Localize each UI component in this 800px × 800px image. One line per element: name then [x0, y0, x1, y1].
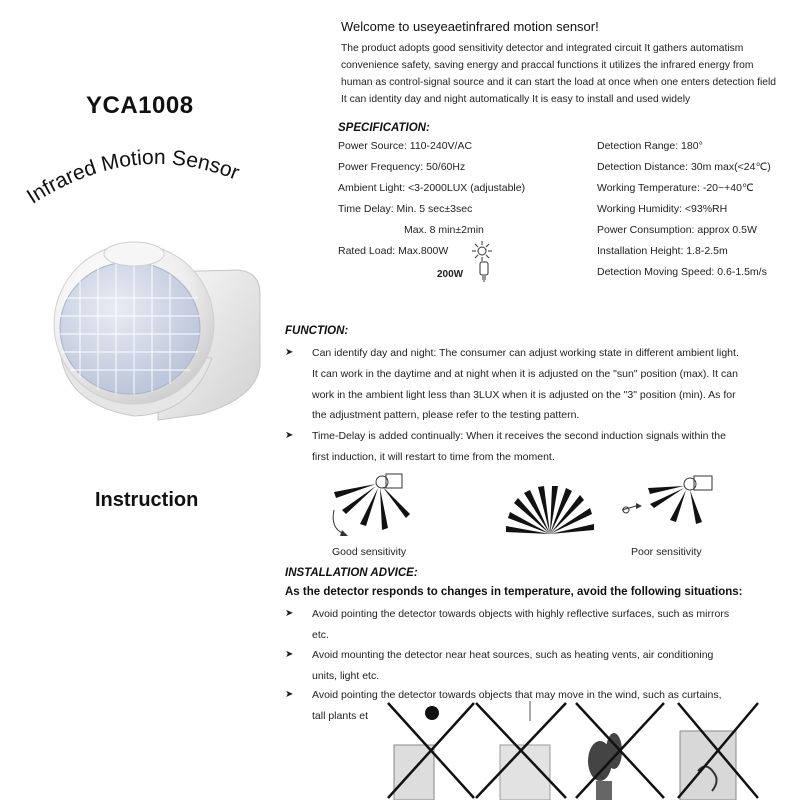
bullet-arrow-icon: ➤ [285, 649, 294, 660]
spec-item: Time Delay: Min. 5 sec±3sec [338, 203, 473, 215]
poor-sensitivity-label: Poor sensitivity [631, 546, 702, 558]
spec-item: Power Source: 110-240V/AC [338, 140, 473, 152]
spec-item: Working Temperature: -20~+40℃ [597, 182, 754, 194]
installation-title: INSTALLATION ADVICE: [285, 567, 418, 579]
installation-subhead: As the detector responds to changes in temperature, avoid the following situations: [285, 586, 743, 598]
text-line: Can identify day and night: The consumer can adjust working state in different ambient light. [312, 347, 739, 359]
poor-sensitivity-diagram [618, 470, 722, 542]
avoid-curtains-diagram [676, 701, 760, 800]
text-line: Avoid mounting the detector near heat sources, such as heating vents, air conditioning [312, 649, 714, 661]
instruction-heading: Instruction [95, 489, 199, 511]
bullet-arrow-icon: ➤ [285, 689, 294, 700]
spec-item: Power Frequency: 50/60Hz [338, 161, 466, 173]
text-line: tall plants et [312, 709, 369, 722]
intro-line: convenience safety, saving energy and praccal functions it utilizes the infrared energy from [341, 60, 754, 71]
function-title: FUNCTION: [285, 325, 349, 337]
spec-item: Max. 8 min±2min [404, 224, 484, 236]
spec-title: SPECIFICATION: [338, 122, 430, 134]
spec-item: Power Consumption: approx 0.5W [597, 224, 757, 236]
install-bullet [285, 645, 797, 687]
sun-icon [472, 241, 492, 261]
product-name: Infrared Motion Sensor [22, 145, 243, 209]
spec-item: Detection Range: 180° [597, 140, 703, 152]
bullet-arrow-icon: ➤ [285, 608, 294, 619]
spec-right-column [597, 136, 771, 283]
text-line: work in the ambient light less than 3LUX when it is adjusted on the "3" position (min). As for [312, 388, 736, 401]
bullet-arrow-icon: ➤ [285, 347, 294, 358]
product-name-arc [10, 128, 290, 218]
intro-line: The product adopts good sensitivity detector and integrated circuit It gathers automatism [341, 43, 744, 54]
spec-item: Ambient Light: <3-2000LUX (adjustable) [338, 182, 526, 194]
welcome-text: Welcome to useyeaetinfrared motion sensor! [341, 19, 599, 34]
spec-item: Installation Height: 1.8-2.5m [597, 245, 728, 257]
avoid-plants-diagram [570, 701, 670, 800]
text-line: first induction, it will restart to time from the moment. [312, 450, 555, 463]
motion-sensor-image [42, 228, 268, 428]
intro-line: human as control-signal source and it can start the load at once when one enters detection field [341, 77, 777, 88]
text-line: Avoid pointing the detector towards objects with highly reflective surfaces, such as mirrors [312, 608, 730, 620]
good-sensitivity-diagram [324, 470, 424, 542]
text-line: Avoid pointing the detector towards objects that may move in the wind, such as curtains, [312, 689, 722, 701]
load-200w: 200W [437, 269, 464, 280]
install-bullet [285, 604, 797, 646]
text-line: etc. [312, 628, 329, 641]
function-bullet [285, 343, 797, 426]
bullet-arrow-icon: ➤ [285, 430, 294, 441]
product-panel [0, 0, 300, 800]
spec-item: Rated Load: Max.800W [338, 245, 449, 257]
text-line: Time-Delay is added continually: When it receives the second induction signals within the [312, 430, 726, 442]
spec-item: Working Humidity: <93%RH [597, 203, 728, 215]
good-sensitivity-label: Good sensitivity [332, 546, 407, 558]
bulb-icon [478, 261, 490, 285]
avoid-heat-source-diagram [470, 701, 570, 800]
intro-paragraph [341, 40, 796, 108]
spec-item: Detection Distance: 30m max(<24℃) [597, 161, 771, 173]
text-line: units, light etc. [312, 669, 380, 682]
text-line: the adjustment pattern, please refer to the testing pattern. [312, 409, 580, 422]
function-bullet [285, 426, 797, 468]
model-number: YCA1008 [86, 92, 194, 119]
spec-item: Detection Moving Speed: 0.6-1.5m/s [597, 266, 767, 278]
intro-line: It can identity day and night automatically It is easy to install and used widely [341, 94, 691, 105]
spec-left-column [338, 136, 525, 262]
text-line: It can work in the daytime and at night when it is adjusted on the "sun" position (max). It can [312, 367, 738, 380]
avoid-mirror-diagram [380, 701, 480, 800]
detection-fan-diagram [504, 486, 596, 536]
